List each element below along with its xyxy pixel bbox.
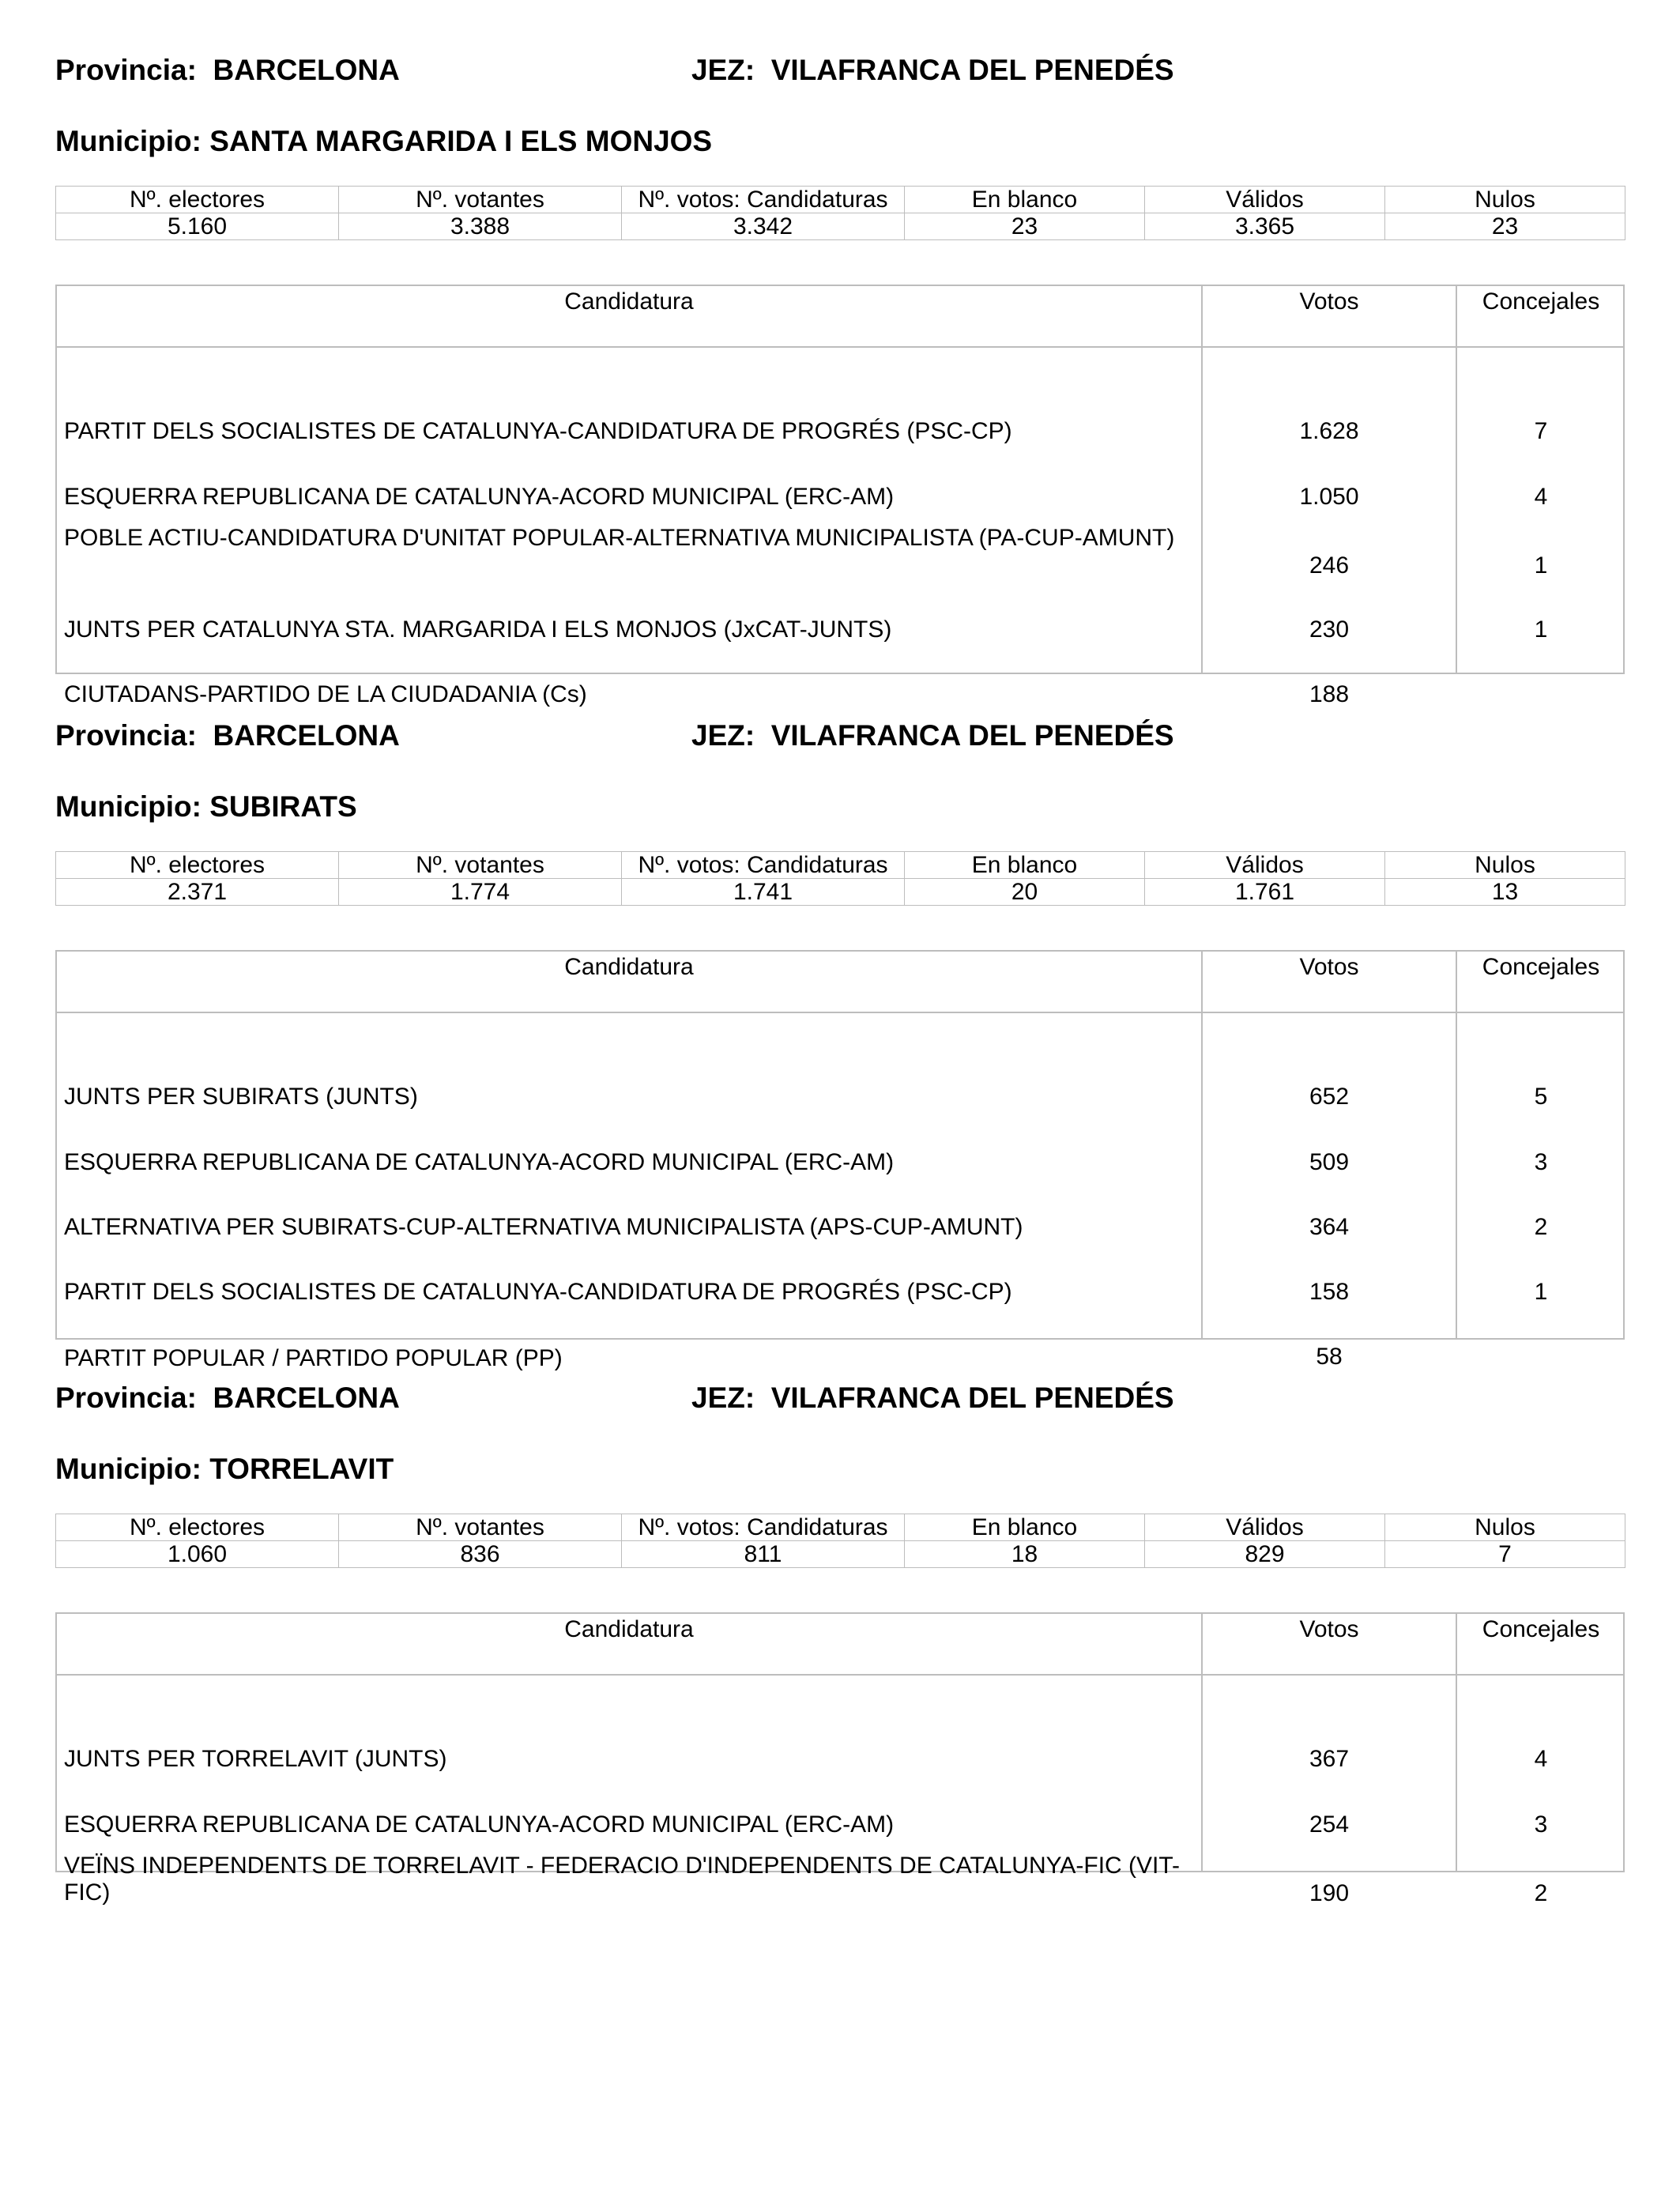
summary-header: Nº. electores: [56, 1514, 339, 1541]
candidatura-header: Candidatura: [564, 288, 694, 315]
provincia-heading: [55, 55, 400, 85]
candidate-name: JUNTS PER SUBIRATS (JUNTS): [64, 1084, 418, 1110]
candidate-name: PARTIT DELS SOCIALISTES DE CATALUNYA-CANDIDATURA DE PROGRÉS (PSC-CP): [64, 1279, 1012, 1305]
provincia-value: BARCELONA: [213, 719, 400, 752]
candidate-seats: 4: [1534, 1746, 1548, 1772]
candidate-name: CIUTADANS-PARTIDO DE LA CIUDADANIA (Cs): [64, 681, 587, 707]
summary-value: 811: [622, 1541, 905, 1568]
candidate-seats: 2: [1534, 1214, 1548, 1240]
summary-header-row: [56, 852, 1625, 879]
summary-value-row: [56, 213, 1625, 240]
jez-value: VILAFRANCA DEL PENEDÉS: [770, 1382, 1174, 1414]
summary-header: Nº. votos: Candidaturas: [622, 187, 905, 213]
jez-value: VILAFRANCA DEL PENEDÉS: [770, 719, 1174, 752]
jez-label: JEZ:: [691, 1382, 755, 1414]
summary-header: Nº. votantes: [339, 852, 622, 879]
candidate-votes: 58: [1316, 1344, 1343, 1370]
summary-table: [55, 186, 1625, 240]
provincia-value: BARCELONA: [213, 54, 400, 86]
summary-header: En blanco: [905, 1514, 1145, 1541]
summary-value: 836: [339, 1541, 622, 1568]
municipio-label: Municipio:: [55, 790, 202, 823]
summary-header: Válidos: [1145, 187, 1385, 213]
summary-header: Nº. electores: [56, 187, 339, 213]
summary-value-row: [56, 1541, 1625, 1568]
candidate-votes: 188: [1309, 681, 1350, 707]
candidate-name: JUNTS PER CATALUNYA STA. MARGARIDA I ELS MONJOS (JxCAT-JUNTS): [64, 616, 892, 643]
municipio-label: Municipio:: [55, 1453, 202, 1485]
jez-label: JEZ:: [691, 719, 755, 752]
votos-header: Votos: [1299, 288, 1359, 315]
summary-value: 3.388: [339, 213, 622, 240]
candidate-seats: 7: [1534, 418, 1548, 444]
candidate-seats: 1: [1534, 552, 1548, 579]
summary-value: 3.365: [1145, 213, 1385, 240]
summary-header: Nº. votantes: [339, 1514, 622, 1541]
municipio-heading: [55, 1454, 394, 1483]
candidate-votes: 1.628: [1299, 418, 1359, 444]
summary-value: 7: [1385, 1541, 1625, 1568]
candidates-table: [55, 285, 1625, 707]
summary-header: Nulos: [1385, 1514, 1625, 1541]
summary-header-row: [56, 1514, 1625, 1541]
summary-header: En blanco: [905, 187, 1145, 213]
candidate-name: JUNTS PER TORRELAVIT (JUNTS): [64, 1746, 447, 1772]
summary-header: Nulos: [1385, 852, 1625, 879]
summary-value: 829: [1145, 1541, 1385, 1568]
municipio-value: SANTA MARGARIDA I ELS MONJOS: [209, 125, 713, 157]
summary-header: Nº. votantes: [339, 187, 622, 213]
candidate-name: POBLE ACTIU-CANDIDATURA D'UNITAT POPULAR-ALTERNATIVA MUNICIPALISTA (PA-CUP-AMUNT): [64, 525, 1175, 551]
provincia-heading: [55, 721, 400, 750]
provincia-value: BARCELONA: [213, 1382, 400, 1414]
provincia-label: Provincia:: [55, 54, 197, 86]
candidate-name: ESQUERRA REPUBLICANA DE CATALUNYA-ACORD MUNICIPAL (ERC-AM): [64, 484, 895, 510]
concejales-header: Concejales: [1482, 288, 1600, 315]
municipio-value: SUBIRATS: [209, 790, 357, 823]
summary-header: Válidos: [1145, 852, 1385, 879]
candidate-votes: 367: [1309, 1746, 1350, 1772]
candidate-seats: 1: [1534, 616, 1548, 643]
votos-header: Votos: [1299, 1616, 1359, 1642]
summary-value: 18: [905, 1541, 1145, 1568]
candidate-name: PARTIT DELS SOCIALISTES DE CATALUNYA-CANDIDATURA DE PROGRÉS (PSC-CP): [64, 418, 1012, 444]
candidate-votes: 230: [1309, 616, 1350, 643]
summary-value: 23: [905, 213, 1145, 240]
summary-header: Nº. votos: Candidaturas: [622, 852, 905, 879]
summary-value: 20: [905, 879, 1145, 906]
summary-value: 1.761: [1145, 879, 1385, 906]
jez-heading: [691, 55, 1174, 85]
summary-value-row: [56, 879, 1625, 906]
jez-heading: [691, 721, 1174, 750]
provincia-label: Provincia:: [55, 1382, 197, 1414]
summary-header: Nulos: [1385, 187, 1625, 213]
jez-label: JEZ:: [691, 54, 755, 86]
municipio-value: TORRELAVIT: [209, 1453, 394, 1485]
concejales-header: Concejales: [1482, 954, 1600, 980]
candidate-name: ESQUERRA REPUBLICANA DE CATALUNYA-ACORD MUNICIPAL (ERC-AM): [64, 1811, 895, 1838]
municipio-heading: [55, 792, 357, 821]
summary-table: [55, 1514, 1625, 1568]
candidate-seats: 3: [1534, 1149, 1548, 1175]
candidate-seats: 1: [1534, 1279, 1548, 1305]
candidate-votes: 364: [1309, 1214, 1350, 1240]
candidates-table: [55, 950, 1625, 1371]
candidate-name: VEÏNS INDEPENDENTS DE TORRELAVIT - FEDERACIO D'INDEPENDENTS DE CATALUNYA-FIC (VIT-FIC): [64, 1853, 1181, 1906]
candidate-name: ESQUERRA REPUBLICANA DE CATALUNYA-ACORD MUNICIPAL (ERC-AM): [64, 1149, 895, 1175]
summary-value: 23: [1385, 213, 1625, 240]
candidate-votes: 652: [1309, 1084, 1350, 1110]
candidatura-header: Candidatura: [564, 1616, 694, 1642]
candidate-votes: 190: [1309, 1880, 1350, 1906]
provincia-heading: [55, 1383, 400, 1412]
jez-heading: [691, 1383, 1174, 1412]
candidate-votes: 158: [1309, 1279, 1350, 1305]
votos-header: Votos: [1299, 954, 1359, 980]
summary-value: 13: [1385, 879, 1625, 906]
provincia-label: Provincia:: [55, 719, 197, 752]
candidate-seats: 5: [1534, 1084, 1548, 1110]
candidatura-header: Candidatura: [564, 954, 694, 980]
municipio-heading: [55, 126, 712, 156]
summary-value: 5.160: [56, 213, 339, 240]
candidate-seats: 4: [1534, 484, 1548, 510]
summary-header: Válidos: [1145, 1514, 1385, 1541]
summary-table: [55, 851, 1625, 906]
candidates-table: [55, 1612, 1625, 1906]
jez-value: VILAFRANCA DEL PENEDÉS: [770, 54, 1174, 86]
summary-header: Nº. votos: Candidaturas: [622, 1514, 905, 1541]
candidates-header-row: [57, 286, 1623, 348]
summary-header: En blanco: [905, 852, 1145, 879]
candidates-header-row: [57, 1614, 1623, 1676]
summary-value: 1.774: [339, 879, 622, 906]
candidate-votes: 1.050: [1299, 484, 1359, 510]
candidate-seats: 3: [1534, 1811, 1548, 1838]
candidate-name: ALTERNATIVA PER SUBIRATS-CUP-ALTERNATIVA MUNICIPALISTA (APS-CUP-AMUNT): [64, 1214, 1023, 1240]
candidate-votes: 254: [1309, 1811, 1350, 1838]
candidates-header-row: [57, 952, 1623, 1013]
summary-value: 2.371: [56, 879, 339, 906]
summary-header-row: [56, 187, 1625, 213]
candidate-name: PARTIT POPULAR / PARTIDO POPULAR (PP): [64, 1345, 563, 1371]
summary-value: 1.741: [622, 879, 905, 906]
candidate-votes: 509: [1309, 1149, 1350, 1175]
summary-value: 1.060: [56, 1541, 339, 1568]
municipio-label: Municipio:: [55, 125, 202, 157]
concejales-header: Concejales: [1482, 1616, 1600, 1642]
summary-value: 3.342: [622, 213, 905, 240]
summary-header: Nº. electores: [56, 852, 339, 879]
candidate-votes: 246: [1309, 552, 1350, 579]
candidate-seats: 2: [1534, 1880, 1548, 1906]
